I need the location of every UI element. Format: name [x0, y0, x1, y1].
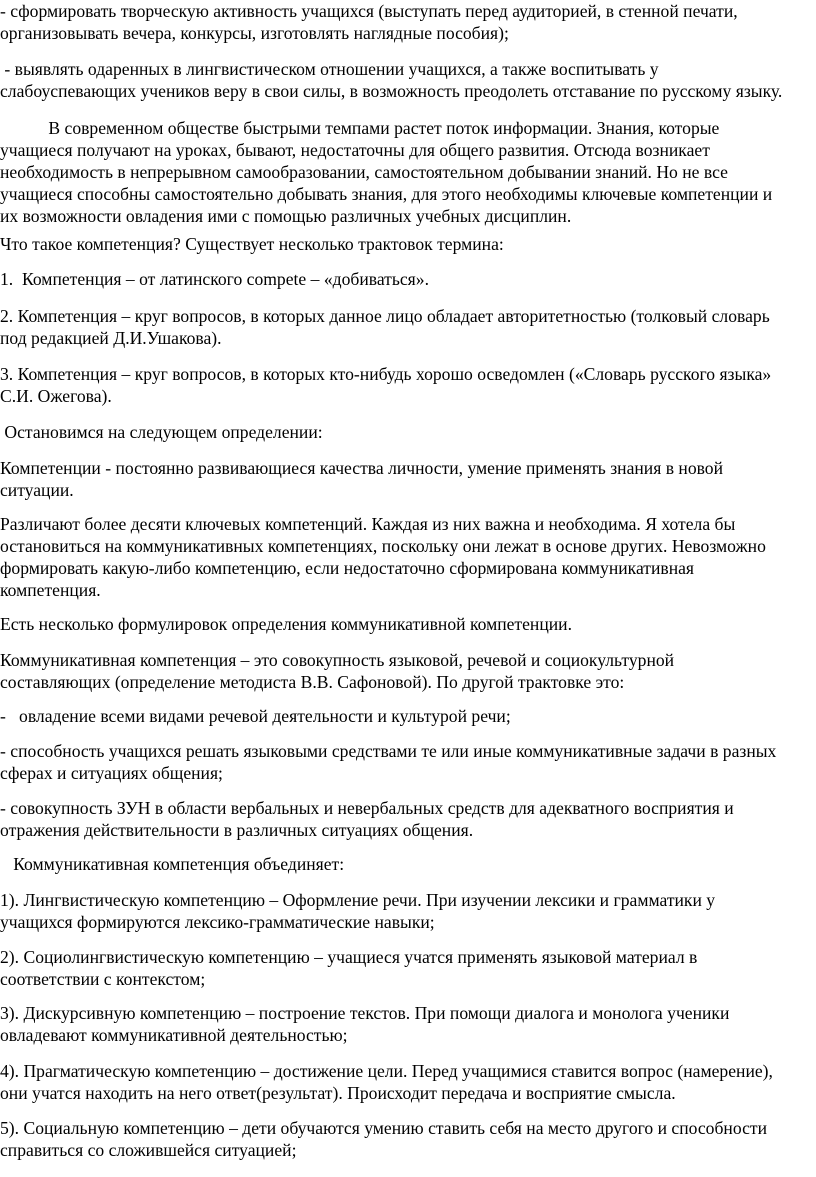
text-line: Компетенции - постоянно развивающиеся качества личности, умение применять знания в новой	[0, 458, 724, 478]
paragraph-4	[0, 233, 812, 255]
paragraph-11	[0, 613, 812, 635]
text-line: 4). Прагматическую компетенцию – достижение цели. Перед учащимися ставится вопрос (намерение),	[0, 1061, 773, 1081]
paragraph-18	[0, 946, 812, 990]
text-line: 1. Компетенция – от латинского compete – «добиваться».	[0, 269, 429, 289]
paragraph-19	[0, 1002, 812, 1046]
text-line: соответствии с контекстом;	[0, 969, 206, 989]
paragraph-21	[0, 1117, 812, 1161]
text-line: - способность учащихся решать языковыми средствами те или иные коммуникативные задачи в разных	[0, 741, 777, 761]
text-line: Остановимся на следующем определении:	[0, 422, 323, 442]
text-line: С.И. Ожегова).	[0, 386, 112, 406]
text-line: справиться со сложившейся ситуацией;	[0, 1140, 297, 1160]
text-line: под редакцией Д.И.Ушакова).	[0, 328, 222, 348]
text-line: слабоуспевающих учеников веру в свои силы, в возможность преодолеть отставание по русскому языку.	[0, 81, 783, 101]
paragraph-2	[0, 58, 812, 102]
text-line: - совокупность ЗУН в области вербальных и невербальных средств для адекватного восприятия и	[0, 798, 734, 818]
text-line: 3). Дискурсивную компетенцию – построение текстов. При помощи диалога и монолога ученики	[0, 1003, 730, 1023]
text-line: Есть несколько формулировок определения коммуникативной компетенции.	[0, 614, 572, 634]
text-line: Что такое компетенция? Существует несколько трактовок термина:	[0, 234, 504, 254]
text-line: организовывать вечера, конкурсы, изготовлять наглядные пособия);	[0, 23, 509, 43]
text-line: необходимость в непрерывном самообразовании, самостоятельном добывании знаний. Но не все	[0, 162, 728, 182]
text-line: - овладение всеми видами речевой деятельности и культурой речи;	[0, 706, 511, 726]
text-line: В современном обществе быстрыми темпами растет поток информации. Знания, которые	[0, 118, 720, 138]
text-line: Различают более десяти ключевых компетенций. Каждая из них важна и необходима. Я хотела бы	[0, 514, 736, 534]
paragraph-1	[0, 0, 812, 44]
text-line: их возможности овладения ими с помощью различных учебных дисциплин.	[0, 206, 572, 226]
text-line: 1). Лингвистическую компетенцию – Оформление речи. При изучении лексики и грамматики у	[0, 890, 716, 910]
text-line: - выявлять одаренных в лингвистическом отношении учащихся, а также воспитывать у	[0, 59, 659, 79]
text-line: - сформировать творческую активность учащихся (выступать перед аудиторией, в стенной печати,	[0, 1, 738, 21]
paragraph-6	[0, 305, 812, 349]
paragraph-16	[0, 853, 812, 875]
text-line: учащиеся получают на уроках, бывают, недостаточны для общего развития. Отсюда возникает	[0, 140, 710, 160]
paragraph-10	[0, 513, 812, 601]
text-line: формировать какую-либо компетенцию, если недостаточно сформирована коммуникативная	[0, 558, 695, 578]
text-line: они учатся находить на него ответ(результат). Происходит передача и восприятие смысла.	[0, 1083, 676, 1103]
text-line: 2. Компетенция – круг вопросов, в которых данное лицо обладает авторитетностью (толковый словарь	[0, 306, 770, 326]
text-line: сферах и ситуациях общения;	[0, 763, 223, 783]
paragraph-5	[0, 268, 812, 290]
text-line: 5). Социальную компетенцию – дети обучаются умению ставить себя на место другого и способности	[0, 1118, 767, 1138]
text-line: овладевают коммуникативной деятельностью;	[0, 1025, 348, 1045]
text-line: остановиться на коммуникативных компетенциях, поскольку они лежат в основе других. Невозможно	[0, 536, 766, 556]
paragraph-7	[0, 363, 812, 407]
text-line: ситуации.	[0, 480, 74, 500]
text-line: Коммуникативная компетенция – это совокупность языковой, речевой и социокультурной	[0, 650, 675, 670]
text-line: Коммуникативная компетенция объединяет:	[0, 854, 345, 874]
text-line: учащиеся способны самостоятельно добывать знания, для этого необходимы ключевые компетенции и	[0, 184, 773, 204]
text-line: учащихся формируются лексико-грамматические навыки;	[0, 912, 435, 932]
paragraph-12	[0, 649, 812, 693]
text-line: компетенция.	[0, 580, 101, 600]
paragraph-9	[0, 457, 812, 501]
text-line: 3. Компетенция – круг вопросов, в которых кто-нибудь хорошо осведомлен («Словарь русского языка»	[0, 364, 772, 384]
paragraph-15	[0, 797, 812, 841]
paragraph-14	[0, 740, 812, 784]
text-line: 2). Социолингвистическую компетенцию – учащиеся учатся применять языковой материал в	[0, 947, 698, 967]
paragraph-3	[0, 117, 812, 227]
paragraph-20	[0, 1060, 812, 1104]
text-line: составляющих (определение методиста В.В. Сафоновой). По другой трактовке это:	[0, 672, 625, 692]
text-line: отражения действительности в различных ситуациях общения.	[0, 820, 474, 840]
paragraph-17	[0, 889, 812, 933]
paragraph-8	[0, 421, 812, 443]
paragraph-13	[0, 705, 812, 727]
